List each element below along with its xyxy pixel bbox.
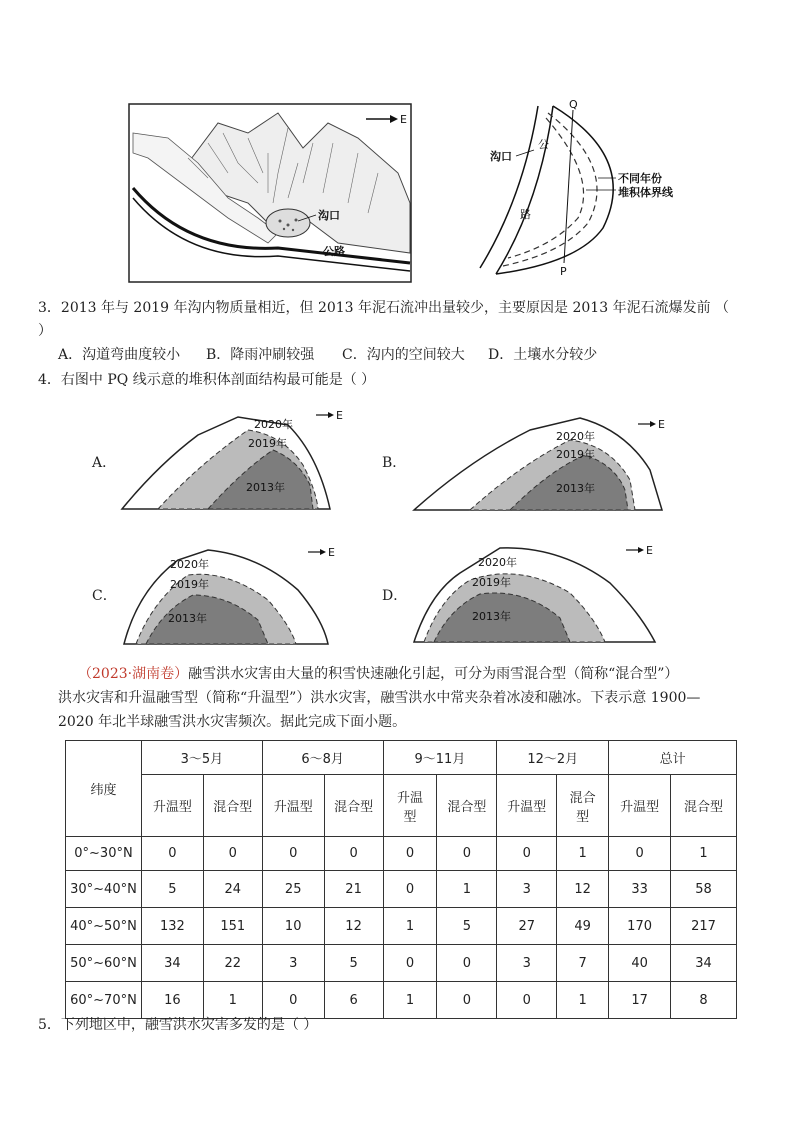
q3-stem-line2: ） — [38, 323, 52, 339]
q4-option-b-letter[interactable]: B． — [382, 455, 407, 471]
table-row — [66, 982, 737, 1019]
sub-header: 升温型 — [497, 775, 557, 837]
q3-option-c[interactable]: C．沟内的空间较大 — [342, 347, 465, 363]
table-cell: 0 — [141, 837, 203, 871]
table-cell: 0 — [383, 945, 437, 982]
table-cell: 8 — [671, 982, 737, 1019]
table-cell: 0 — [437, 837, 497, 871]
q3-stem-line1: 3．2013 年与 2019 年沟内物质量相近，但 2013 年泥石流冲出量较少，主要原因是 2013 年泥石流爆发前 （ — [38, 300, 730, 316]
season-header-autumn: 9～11月 — [383, 741, 497, 775]
table-cell: 7 — [557, 945, 609, 982]
road-char-2: 路 — [520, 208, 531, 221]
row-latitude: 40°~50°N — [66, 908, 142, 945]
table-row — [66, 837, 737, 871]
label-q: Q — [569, 98, 578, 111]
row-latitude: 0°~30°N — [66, 837, 142, 871]
table-cell: 40 — [609, 945, 671, 982]
table-cell: 17 — [609, 982, 671, 1019]
table-cell: 5 — [324, 945, 383, 982]
profile-label-2013: 2013年 — [472, 610, 511, 623]
table-cell: 27 — [497, 908, 557, 945]
label-p: P — [560, 265, 567, 278]
profile-label-2019: 2019年 — [556, 448, 595, 461]
sub-header: 混合型 — [437, 775, 497, 837]
profile-label-2020: 2020年 — [170, 558, 209, 571]
table-cell: 170 — [609, 908, 671, 945]
table-cell: 0 — [262, 837, 324, 871]
table-cell: 34 — [671, 945, 737, 982]
road-char-1: 公 — [538, 138, 549, 151]
boundary-label-1: 不同年份 — [618, 172, 662, 185]
table-cell: 0 — [437, 982, 497, 1019]
profile-label-2020: 2020年 — [254, 418, 293, 431]
table-cell: 0 — [609, 837, 671, 871]
row-latitude: 30°~40°N — [66, 871, 142, 908]
table-cell: 0 — [437, 945, 497, 982]
table-cell: 10 — [262, 908, 324, 945]
season-header-winter: 12～2月 — [497, 741, 609, 775]
table-cell: 132 — [141, 908, 203, 945]
table-row — [66, 945, 737, 982]
table-cell: 0 — [383, 871, 437, 908]
table-cell: 0 — [262, 982, 324, 1019]
table-cell: 1 — [437, 871, 497, 908]
table-cell: 0 — [383, 837, 437, 871]
table-cell: 22 — [203, 945, 262, 982]
sub-header: 升温型 — [141, 775, 203, 837]
table-cell: 3 — [497, 871, 557, 908]
table-cell: 5 — [437, 908, 497, 945]
profile-label-2020: 2020年 — [478, 556, 517, 569]
table-row — [66, 908, 737, 945]
season-header-total: 总计 — [609, 741, 737, 775]
passage-line1 — [78, 664, 678, 684]
sub-header: 升温型 — [609, 775, 671, 837]
table-cell: 16 — [141, 982, 203, 1019]
table-cell: 24 — [203, 871, 262, 908]
right-gully-mouth-label: 沟口 — [490, 150, 512, 163]
profile-label-2013: 2013年 — [168, 612, 207, 625]
deposit-plan-figure — [468, 98, 688, 284]
table-cell: 1 — [557, 837, 609, 871]
table-cell: 0 — [497, 837, 557, 871]
q4-option-b-profile[interactable] — [410, 410, 670, 515]
sub-header: 混合型 — [324, 775, 383, 837]
table-cell: 5 — [141, 871, 203, 908]
sub-header: 混合型 — [671, 775, 737, 837]
table-cell: 3 — [262, 945, 324, 982]
profile-label-2019: 2019年 — [248, 437, 287, 450]
sub-header: 升温型 — [262, 775, 324, 837]
table-cell: 25 — [262, 871, 324, 908]
direction-e-label: E — [400, 113, 407, 126]
table-cell: 217 — [671, 908, 737, 945]
table-cell: 33 — [609, 871, 671, 908]
table-cell: 0 — [324, 837, 383, 871]
profile-dir-e: E — [336, 409, 343, 422]
table-row — [66, 871, 737, 908]
season-header-spring: 3～5月 — [141, 741, 262, 775]
table-cell: 0 — [203, 837, 262, 871]
table-cell: 3 — [497, 945, 557, 982]
profile-dir-e: E — [328, 546, 335, 559]
table-cell: 1 — [203, 982, 262, 1019]
passage-line3: 2020 年北半球融雪洪水灾害频次。据此完成下面小题。 — [58, 714, 407, 730]
passage-line1-text: 融雪洪水灾害由大量的积雪快速融化引起，可分为雨雪混合型（简称“混合型”） — [188, 666, 679, 682]
table-cell: 34 — [141, 945, 203, 982]
gully-sketch-figure — [128, 103, 412, 283]
profile-label-2019: 2019年 — [472, 576, 511, 589]
table-cell: 12 — [557, 871, 609, 908]
road-label: 公路 — [323, 245, 345, 258]
profile-label-2019: 2019年 — [170, 578, 209, 591]
table-cell: 0 — [497, 982, 557, 1019]
q3-option-d[interactable]: D．土壤水分较少 — [488, 347, 598, 363]
season-header-summer: 6～8月 — [262, 741, 383, 775]
passage-line2: 洪水灾害和升温融雪型（简称“升温型”）洪水灾害，融雪洪水中常夹杂着冰凌和融冰。下表示意 1900— — [58, 690, 701, 706]
row-latitude: 60°~70°N — [66, 982, 142, 1019]
table-cell: 1 — [383, 908, 437, 945]
profile-dir-e: E — [658, 418, 665, 431]
q3-option-a[interactable]: A．沟道弯曲度较小 — [58, 347, 181, 363]
q3-option-b[interactable]: B．降雨冲刷较强 — [206, 347, 315, 363]
table-cell: 21 — [324, 871, 383, 908]
table-cell: 1 — [383, 982, 437, 1019]
passage-source: （2023·湖南卷） — [78, 666, 189, 682]
profile-label-2020: 2020年 — [556, 430, 595, 443]
flood-frequency-table — [65, 740, 737, 1019]
table-cell: 1 — [671, 837, 737, 871]
q4-option-c-profile[interactable] — [118, 540, 368, 650]
sub-header: 混合型 — [557, 775, 609, 837]
q4-option-d-profile[interactable] — [410, 538, 672, 648]
q4-stem: 4．右图中 PQ 线示意的堆积体剖面结构最可能是（ ） — [38, 372, 376, 388]
table-cell: 151 — [203, 908, 262, 945]
table-cell: 58 — [671, 871, 737, 908]
table-cell: 49 — [557, 908, 609, 945]
latitude-header: 纬度 — [66, 741, 142, 837]
sub-header: 混合型 — [203, 775, 262, 837]
sub-header: 升温型 — [383, 775, 437, 837]
profile-label-2013: 2013年 — [246, 481, 285, 494]
table-cell: 6 — [324, 982, 383, 1019]
gully-mouth-label: 沟口 — [318, 209, 340, 222]
q4-option-c-letter[interactable]: C． — [92, 588, 117, 604]
boundary-label-2: 堆积体界线 — [618, 186, 673, 199]
row-latitude: 50°~60°N — [66, 945, 142, 982]
q5-stem: 5．下列地区中，融雪洪水灾害多发的是（ ） — [38, 1017, 318, 1033]
q4-option-d-letter[interactable]: D． — [382, 588, 408, 604]
table-cell: 12 — [324, 908, 383, 945]
q4-option-a-letter[interactable]: A． — [92, 455, 117, 471]
profile-label-2013: 2013年 — [556, 482, 595, 495]
profile-dir-e: E — [646, 544, 653, 557]
table-cell: 1 — [557, 982, 609, 1019]
q4-option-a-profile[interactable] — [118, 405, 343, 515]
